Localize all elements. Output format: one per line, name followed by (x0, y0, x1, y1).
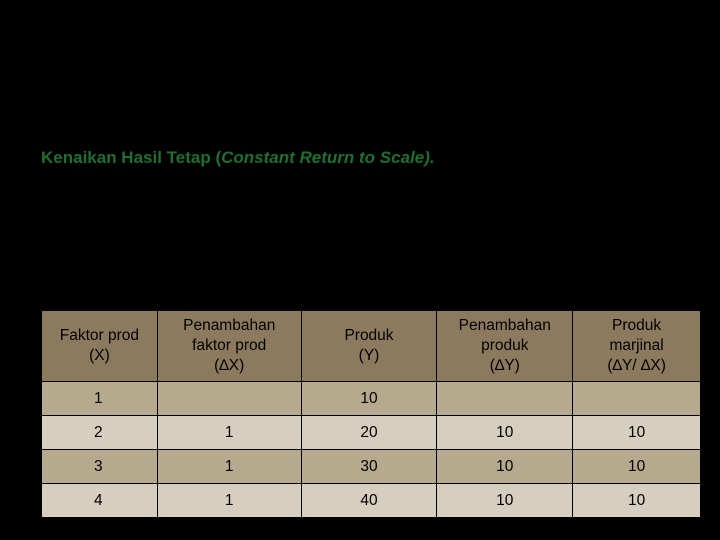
header-line: Faktor prod (59, 327, 140, 344)
header-line: produk (481, 337, 529, 354)
table-caption (41, 259, 562, 301)
intro-line: Apabila ke dalam suatu proses produksi ditambahkan faktor produksi (41, 62, 556, 79)
section-description (41, 173, 701, 213)
caption-line: Tabel 4.1. Hubungan Input dan Output yang Menggambarkan Kenaikan (41, 261, 562, 278)
section-heading-term: Constant Return to Scale). (221, 148, 435, 167)
cell-y: 10 (301, 382, 437, 416)
header-line: Penambahan (183, 317, 276, 334)
header-line: Produk (344, 327, 394, 344)
cell-x: 1 (42, 382, 158, 416)
cell-delta-y (437, 382, 573, 416)
cell-delta-y: 10 (437, 450, 573, 484)
cell-x: 4 (42, 484, 158, 518)
cell-delta-x: 1 (157, 450, 301, 484)
description-line: Penambahan tiap satu satuan faktor produksi yang terus menerus (41, 174, 529, 191)
header-produk (301, 311, 437, 382)
cell-marginal: 10 (573, 484, 701, 518)
header-line: (Y) (358, 347, 380, 364)
section-heading-text: Kenaikan Hasil Tetap ( (41, 148, 222, 167)
table-header-row (42, 311, 701, 382)
table-row (42, 450, 701, 484)
cell-delta-x: 1 (157, 416, 301, 450)
header-line: (X) (89, 347, 110, 364)
cell-marginal: 10 (573, 416, 701, 450)
cell-marginal (573, 382, 701, 416)
header-penambahan-produk (437, 311, 573, 382)
cell-delta-x: 1 (157, 484, 301, 518)
header-line: Produk (612, 317, 662, 334)
table-row (42, 484, 701, 518)
intro-paragraph (41, 61, 701, 118)
cell-delta-x (157, 382, 301, 416)
header-penambahan-faktor (157, 311, 301, 382)
cell-y: 40 (301, 484, 437, 518)
header-line: (∆Y/ ∆X) (607, 357, 666, 374)
cell-marginal: 10 (573, 450, 701, 484)
intro-line: secara berturut-turut maka produknya akan meningkat. (41, 81, 448, 98)
cell-delta-y: 10 (437, 484, 573, 518)
table-row (42, 416, 701, 450)
cell-x: 2 (42, 416, 158, 450)
cell-y: 20 (301, 416, 437, 450)
section-heading (41, 148, 435, 168)
data-table (41, 310, 701, 518)
header-line: Penambahan (458, 317, 551, 334)
header-line: faktor prod (192, 337, 267, 354)
cell-delta-y: 10 (437, 416, 573, 450)
header-line: marjinal (609, 337, 664, 354)
caption-line: Hasil Tetap (125, 282, 207, 299)
header-produk-marjinal (573, 311, 701, 382)
description-line: menyebabkan kenaikan hasil yang tetap. (Tabel 4.1) (41, 194, 421, 211)
header-line: (∆X) (214, 357, 245, 374)
table-row (42, 382, 701, 416)
cell-x: 3 (42, 450, 158, 484)
header-line: (∆Y) (489, 357, 520, 374)
header-faktor-prod (42, 311, 158, 382)
intro-line: Seberapa besar kenaikannya dan sifat kenaikannya dapat dibedakan atas: (41, 100, 587, 117)
cell-y: 30 (301, 450, 437, 484)
slide-title: BENTUK KENAIKAN HASIL (41, 36, 262, 55)
